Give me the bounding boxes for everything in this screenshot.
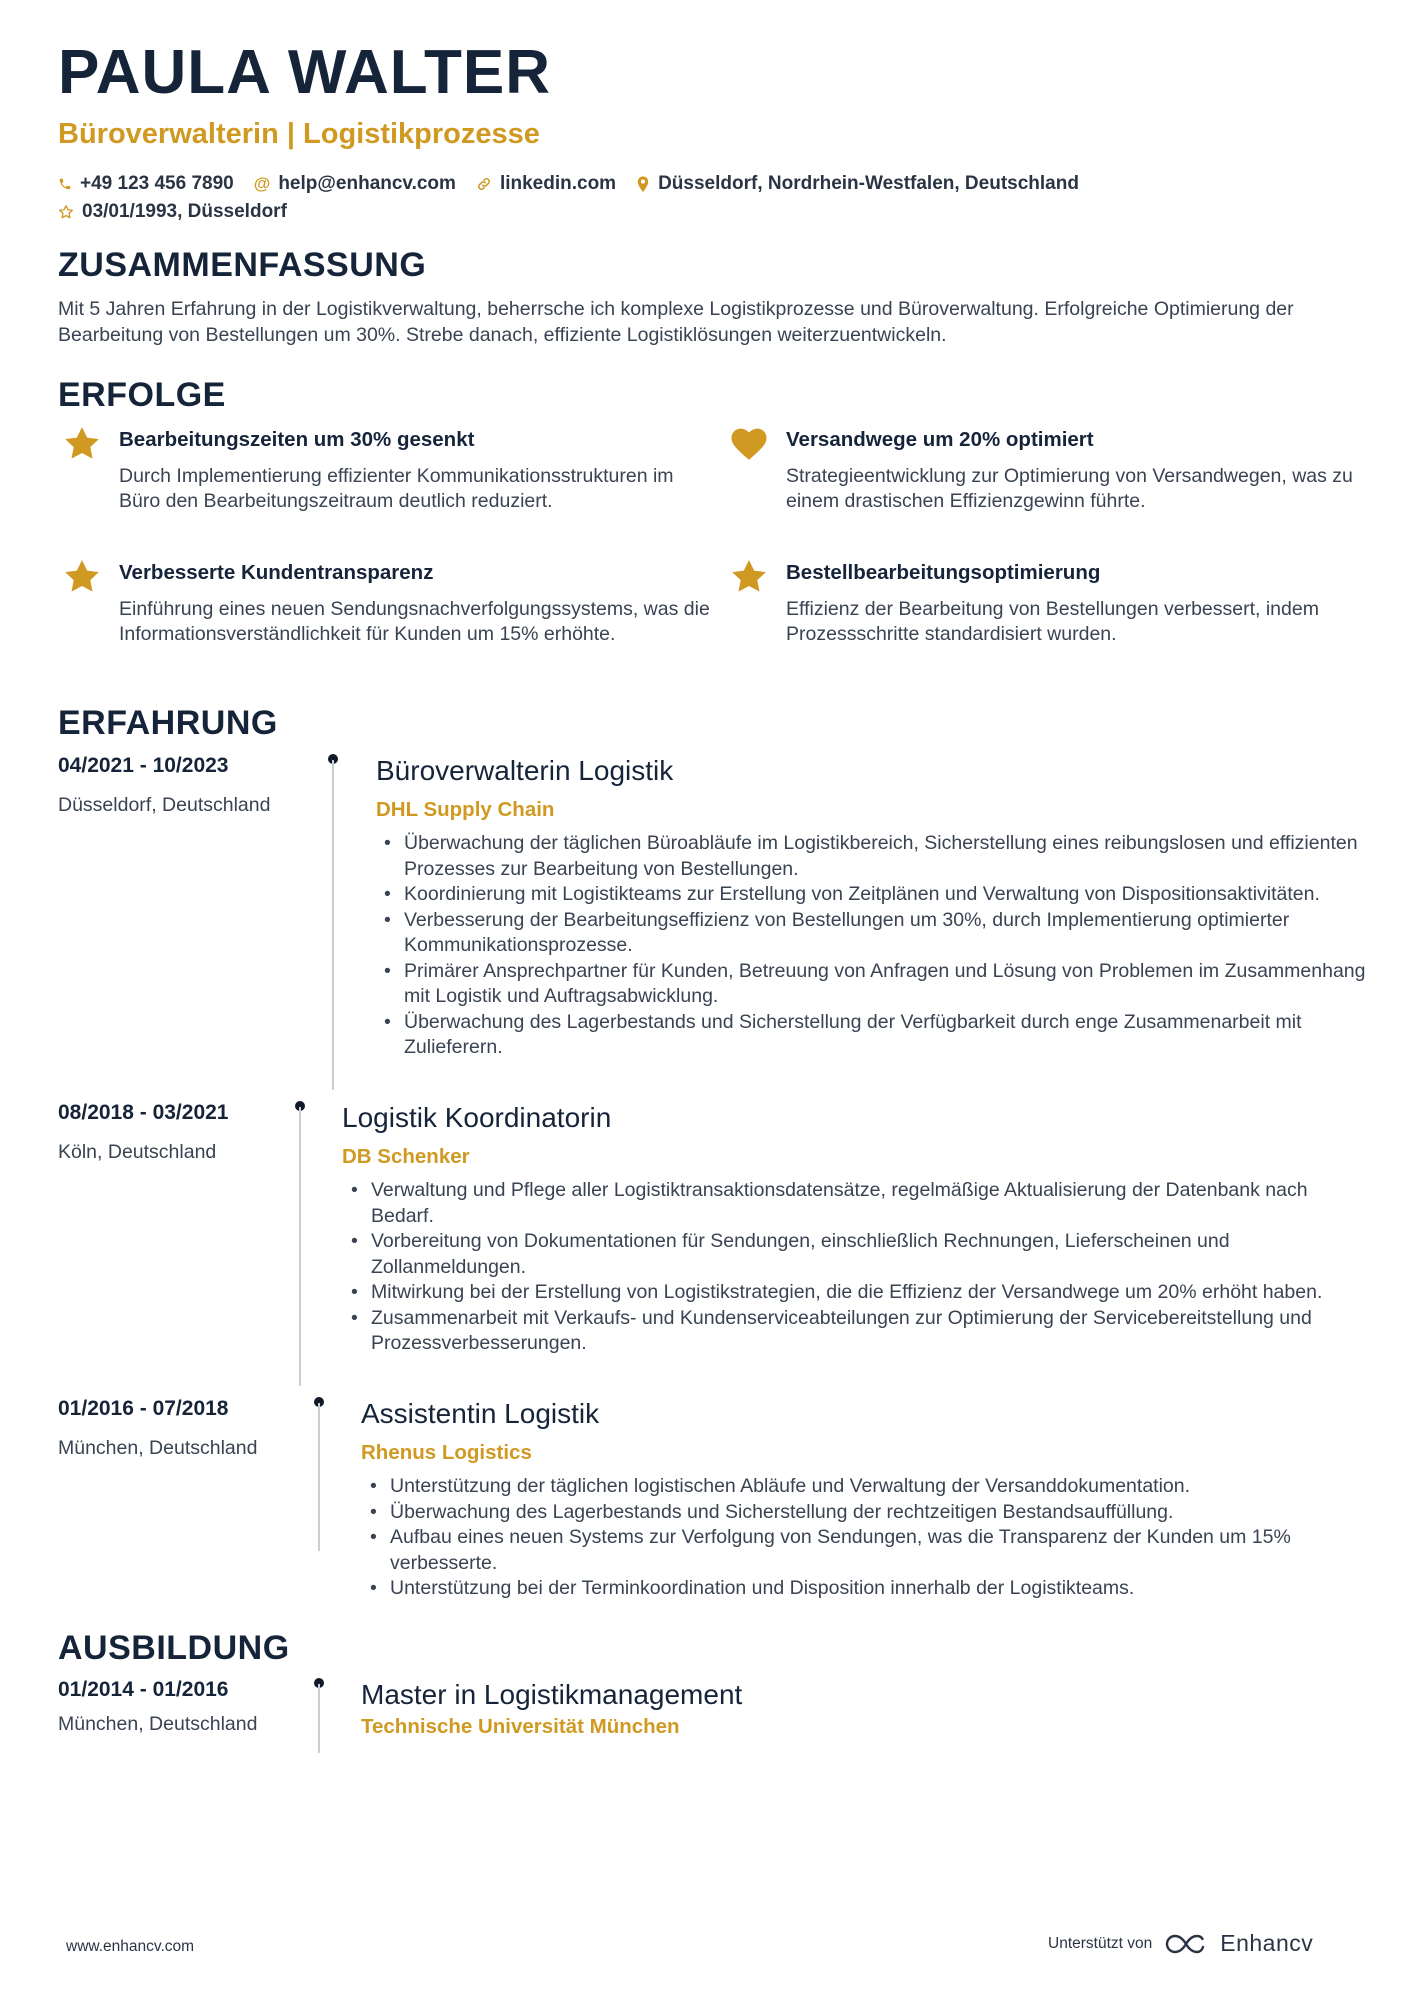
achievement-description: Effizienz der Bearbeitung von Bestellungen verbessert, indem Prozessschritte standardisiert wurden. bbox=[786, 598, 1319, 645]
summary-text: Mit 5 Jahren Erfahrung in der Logistikverwaltung, beherrsche ich komplexe Logistikprozesse und Büroverwaltung. Erfolgreiche Optimierung der Bearbeitung von Bestellungen um 30%. Strebe danach, effiziente Logistiklösungen weiterzuentwickeln. bbox=[58, 298, 1294, 346]
contact-birth: 03/01/1993, Düsseldorf bbox=[58, 201, 287, 223]
job-title: Logistik Koordinatorin bbox=[342, 1102, 612, 1133]
achievement-description: Durch Implementierung effizienter Kommunikationsstrukturen im Büro den Bearbeitungszeitraum deutlich reduziert. bbox=[119, 465, 674, 512]
contact-location: Düsseldorf, Nordrhein-Westfalen, Deutschland bbox=[636, 173, 1079, 195]
job-bullet: • Überwachung des Lagerbestands und Sicherstellung der Verfügbarkeit durch enge Zusammenarbeit mit Zulieferern. bbox=[377, 1010, 1367, 1061]
job-bullets bbox=[344, 1178, 1364, 1357]
job-dates: 08/2018 - 03/2021 bbox=[58, 1101, 229, 1124]
achievement-description: Strategieentwicklung zur Optimierung von Versandwegen, was zu einem drastischen Effizienzgewinn führte. bbox=[786, 465, 1353, 512]
candidate-name: PAULA WALTER bbox=[58, 38, 552, 107]
location-pin-icon bbox=[636, 176, 650, 193]
at-icon: @ bbox=[253, 174, 271, 193]
job-dates: 01/2016 - 07/2018 bbox=[58, 1397, 229, 1420]
achievement-title: Verbesserte Kundentransparenz bbox=[119, 561, 434, 584]
footer-website[interactable]: www.enhancv.com bbox=[66, 1938, 195, 1955]
timeline-line bbox=[318, 1403, 320, 1551]
star-icon bbox=[62, 557, 102, 597]
footer-powered-by: Unterstützt von bbox=[1048, 1934, 1153, 1952]
star-icon bbox=[729, 557, 769, 597]
job-company: Rhenus Logistics bbox=[361, 1441, 532, 1464]
education-dates: 01/2014 - 01/2016 bbox=[58, 1678, 229, 1701]
summary-title: ZUSAMMENFASSUNG bbox=[58, 246, 427, 284]
job-company: DHL Supply Chain bbox=[376, 798, 555, 821]
achievements-title: ERFOLGE bbox=[58, 376, 226, 414]
job-title: Büroverwalterin Logistik bbox=[376, 755, 674, 786]
job-bullet: • Unterstützung bei der Terminkoordination und Disposition innerhalb der Logistikteams. bbox=[363, 1576, 1373, 1602]
star-icon bbox=[62, 424, 102, 464]
job-location: München, Deutschland bbox=[58, 1437, 258, 1459]
job-dates: 04/2021 - 10/2023 bbox=[58, 754, 229, 777]
job-location: Köln, Deutschland bbox=[58, 1141, 217, 1163]
footer-brand: Enhancv bbox=[1220, 1930, 1314, 1956]
job-location: Düsseldorf, Deutschland bbox=[58, 794, 271, 816]
job-bullet: • Zusammenarbeit mit Verkaufs- und Kundenserviceabteilungen zur Optimierung der Servicebereitstellung und Prozessverbesserungen. bbox=[344, 1306, 1364, 1357]
job-bullet: • Überwachung des Lagerbestands und Sicherstellung der rechtzeitigen Bestandsauffüllung. bbox=[363, 1500, 1373, 1526]
job-bullet: • Verbesserung der Bearbeitungseffizienz von Bestellungen um 30%, durch Implementierung optimierter Kommunikationsprozesse. bbox=[377, 908, 1367, 959]
education-degree: Master in Logistikmanagement bbox=[361, 1679, 743, 1710]
phone-icon bbox=[58, 177, 72, 191]
job-bullet: • Mitwirkung bei der Erstellung von Logistikstrategien, die die Effizienz der Versandwege um 20% erhöht haben. bbox=[344, 1280, 1364, 1306]
star-outline-icon bbox=[58, 204, 74, 220]
achievement-title: Versandwege um 20% optimiert bbox=[786, 428, 1094, 451]
contact-info bbox=[58, 170, 1099, 226]
job-bullet: • Primärer Ansprechpartner für Kunden, Betreuung von Anfragen und Lösung von Problemen im Zusammenhang mit Logistik und Auftragsabwicklung. bbox=[377, 959, 1367, 1010]
job-bullets bbox=[363, 1474, 1373, 1602]
link-icon bbox=[476, 176, 492, 192]
experience-title: ERFAHRUNG bbox=[58, 704, 278, 742]
heart-icon bbox=[729, 424, 769, 464]
footer-branding bbox=[1048, 1930, 1313, 1957]
timeline-line bbox=[299, 1107, 301, 1386]
job-title: Assistentin Logistik bbox=[361, 1398, 600, 1429]
education-title: AUSBILDUNG bbox=[58, 1629, 290, 1667]
job-bullets bbox=[377, 831, 1367, 1061]
job-bullet: • Überwachung der täglichen Büroabläufe im Logistikbereich, Sicherstellung eines reibungslosen und effizienten Prozesses zur Bearbeitung von Bestellungen. bbox=[377, 831, 1367, 882]
timeline-line bbox=[318, 1684, 320, 1753]
achievement-title: Bearbeitungszeiten um 30% gesenkt bbox=[119, 428, 475, 451]
education-school: Technische Universität München bbox=[361, 1715, 680, 1738]
contact-linkedin[interactable]: linkedin.com bbox=[476, 173, 616, 195]
achievement-title: Bestellbearbeitungsoptimierung bbox=[786, 561, 1101, 584]
education-location: München, Deutschland bbox=[58, 1713, 258, 1735]
contact-phone: +49 123 456 7890 bbox=[58, 173, 234, 195]
job-bullet: • Vorbereitung von Dokumentationen für Sendungen, einschließlich Rechnungen, Lieferscheinen und Zollanmeldungen. bbox=[344, 1229, 1364, 1280]
job-bullet: • Verwaltung und Pflege aller Logistiktransaktionsdatensätze, regelmäßige Aktualisierung der Datenbank nach Bedarf. bbox=[344, 1178, 1364, 1229]
contact-email[interactable]: @ help@enhancv.com bbox=[253, 173, 456, 194]
timeline-line bbox=[332, 760, 334, 1090]
job-bullet: • Aufbau eines neuen Systems zur Verfolgung von Sendungen, was die Transparenz der Kunden um 15% verbesserte. bbox=[363, 1525, 1373, 1576]
candidate-subtitle: Büroverwalterin | Logistikprozesse bbox=[58, 118, 540, 150]
enhancv-logo-icon bbox=[1164, 1932, 1212, 1956]
job-company: DB Schenker bbox=[342, 1145, 470, 1168]
achievement-description: Einführung eines neuen Sendungsnachverfolgungssystems, was die Informationsverständlichkeit für Kunden um 15% erhöhte. bbox=[119, 598, 710, 645]
job-bullet: • Unterstützung der täglichen logistischen Abläufe und Verwaltung der Versanddokumentation. bbox=[363, 1474, 1373, 1500]
job-bullet: • Koordinierung mit Logistikteams zur Erstellung von Zeitplänen und Verwaltung von Dispositionsaktivitäten. bbox=[377, 882, 1367, 908]
